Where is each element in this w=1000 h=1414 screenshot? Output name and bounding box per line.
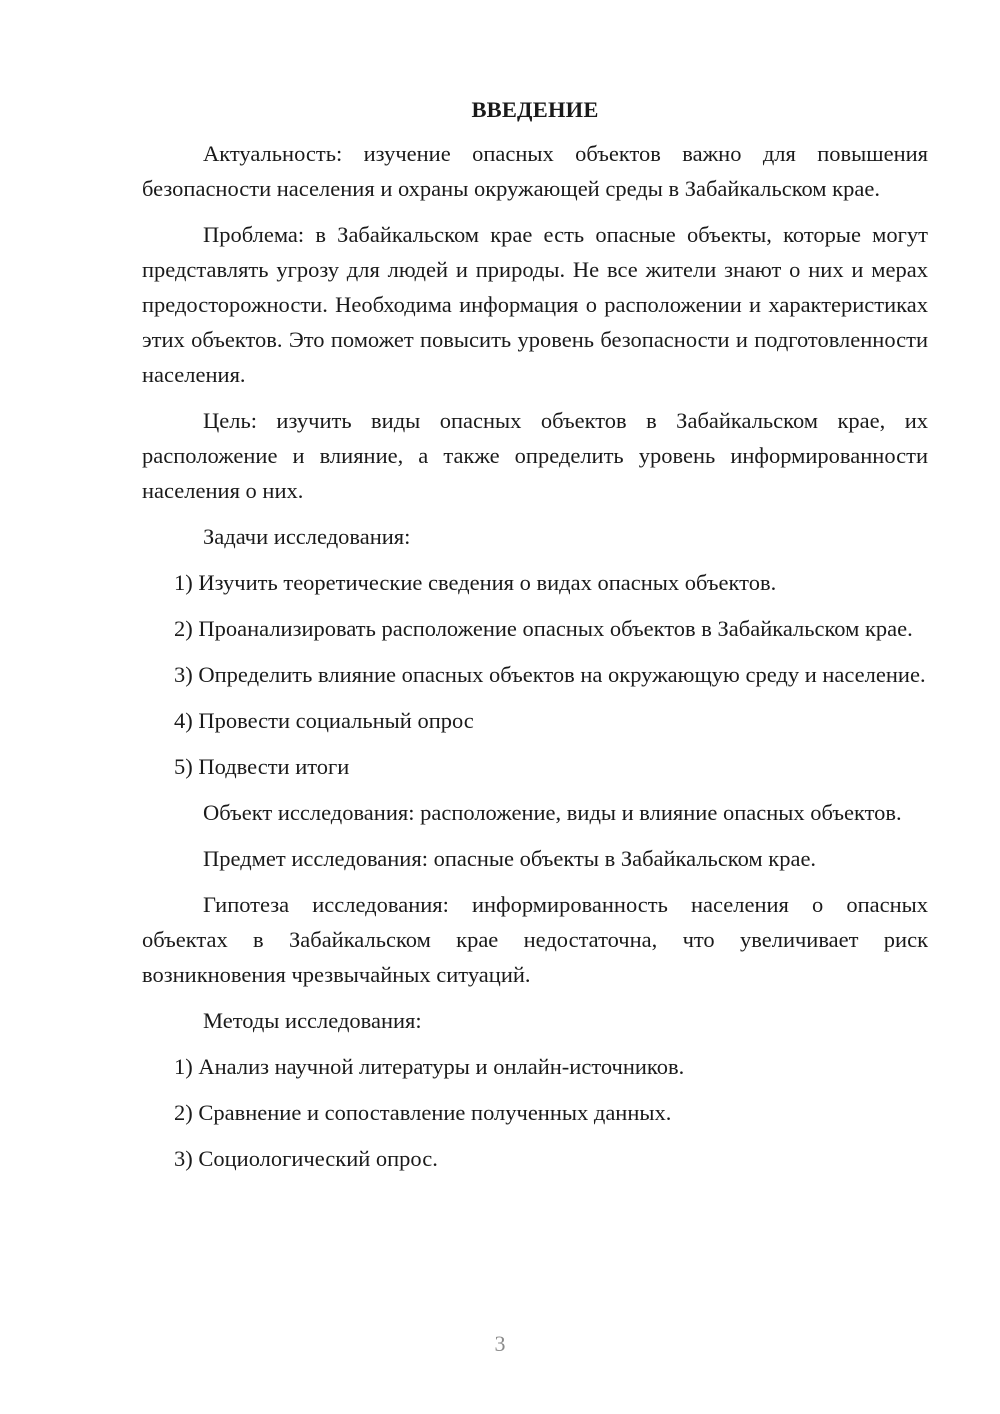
tasks-heading: Задачи исследования: xyxy=(203,524,411,549)
methods-heading: Методы исследования: xyxy=(203,1008,422,1033)
subject-paragraph: Предмет исследования: опасные объекты в Забайкальском крае. xyxy=(203,846,817,871)
method-item: 3) Социологический опрос. xyxy=(174,1146,438,1171)
hypothesis-paragraph: Гипотеза исследования: информированность населения о опасных объектах в Забайкальском крае недостаточна, что увеличивает риск возникновения чрезвычайных ситуаций. xyxy=(142,892,928,987)
task-item: 2) Проанализировать расположение опасных объектов в Забайкальском крае. xyxy=(174,616,913,641)
task-item: 1) Изучить теоретические сведения о видах опасных объектов. xyxy=(174,570,777,595)
section-title: ВВЕДЕНИЕ xyxy=(471,97,599,122)
task-item: 5) Подвести итоги xyxy=(174,754,350,779)
method-item: 1) Анализ научной литературы и онлайн-источников. xyxy=(174,1054,685,1079)
method-item: 2) Сравнение и сопоставление полученных данных. xyxy=(174,1100,672,1125)
object-paragraph: Объект исследования: расположение, виды и влияние опасных объектов. xyxy=(203,800,902,825)
goal-paragraph: Цель: изучить виды опасных объектов в Забайкальском крае, их расположение и влияние, а также определить уровень информированности населения о них. xyxy=(142,408,928,503)
task-item: 3) Определить влияние опасных объектов на окружающую среду и население. xyxy=(174,662,926,687)
problem-paragraph: Проблема: в Забайкальском крае есть опасные объекты, которые могут представлять угрозу для людей и природы. Не все жители знают о них и мерах предосторожности. Необходима информация о расположении и характеристиках этих объектов. Это поможет повысить уровень безопасности и подготовленности населения. xyxy=(142,222,928,387)
relevance-paragraph: Актуальность: изучение опасных объектов важно для повышения безопасности населения и охраны окружающей среды в Забайкальском крае. xyxy=(142,141,928,201)
task-item: 4) Провести социальный опрос xyxy=(174,708,474,733)
document-page xyxy=(142,92,928,1187)
page-number: 3 xyxy=(494,1331,506,1356)
